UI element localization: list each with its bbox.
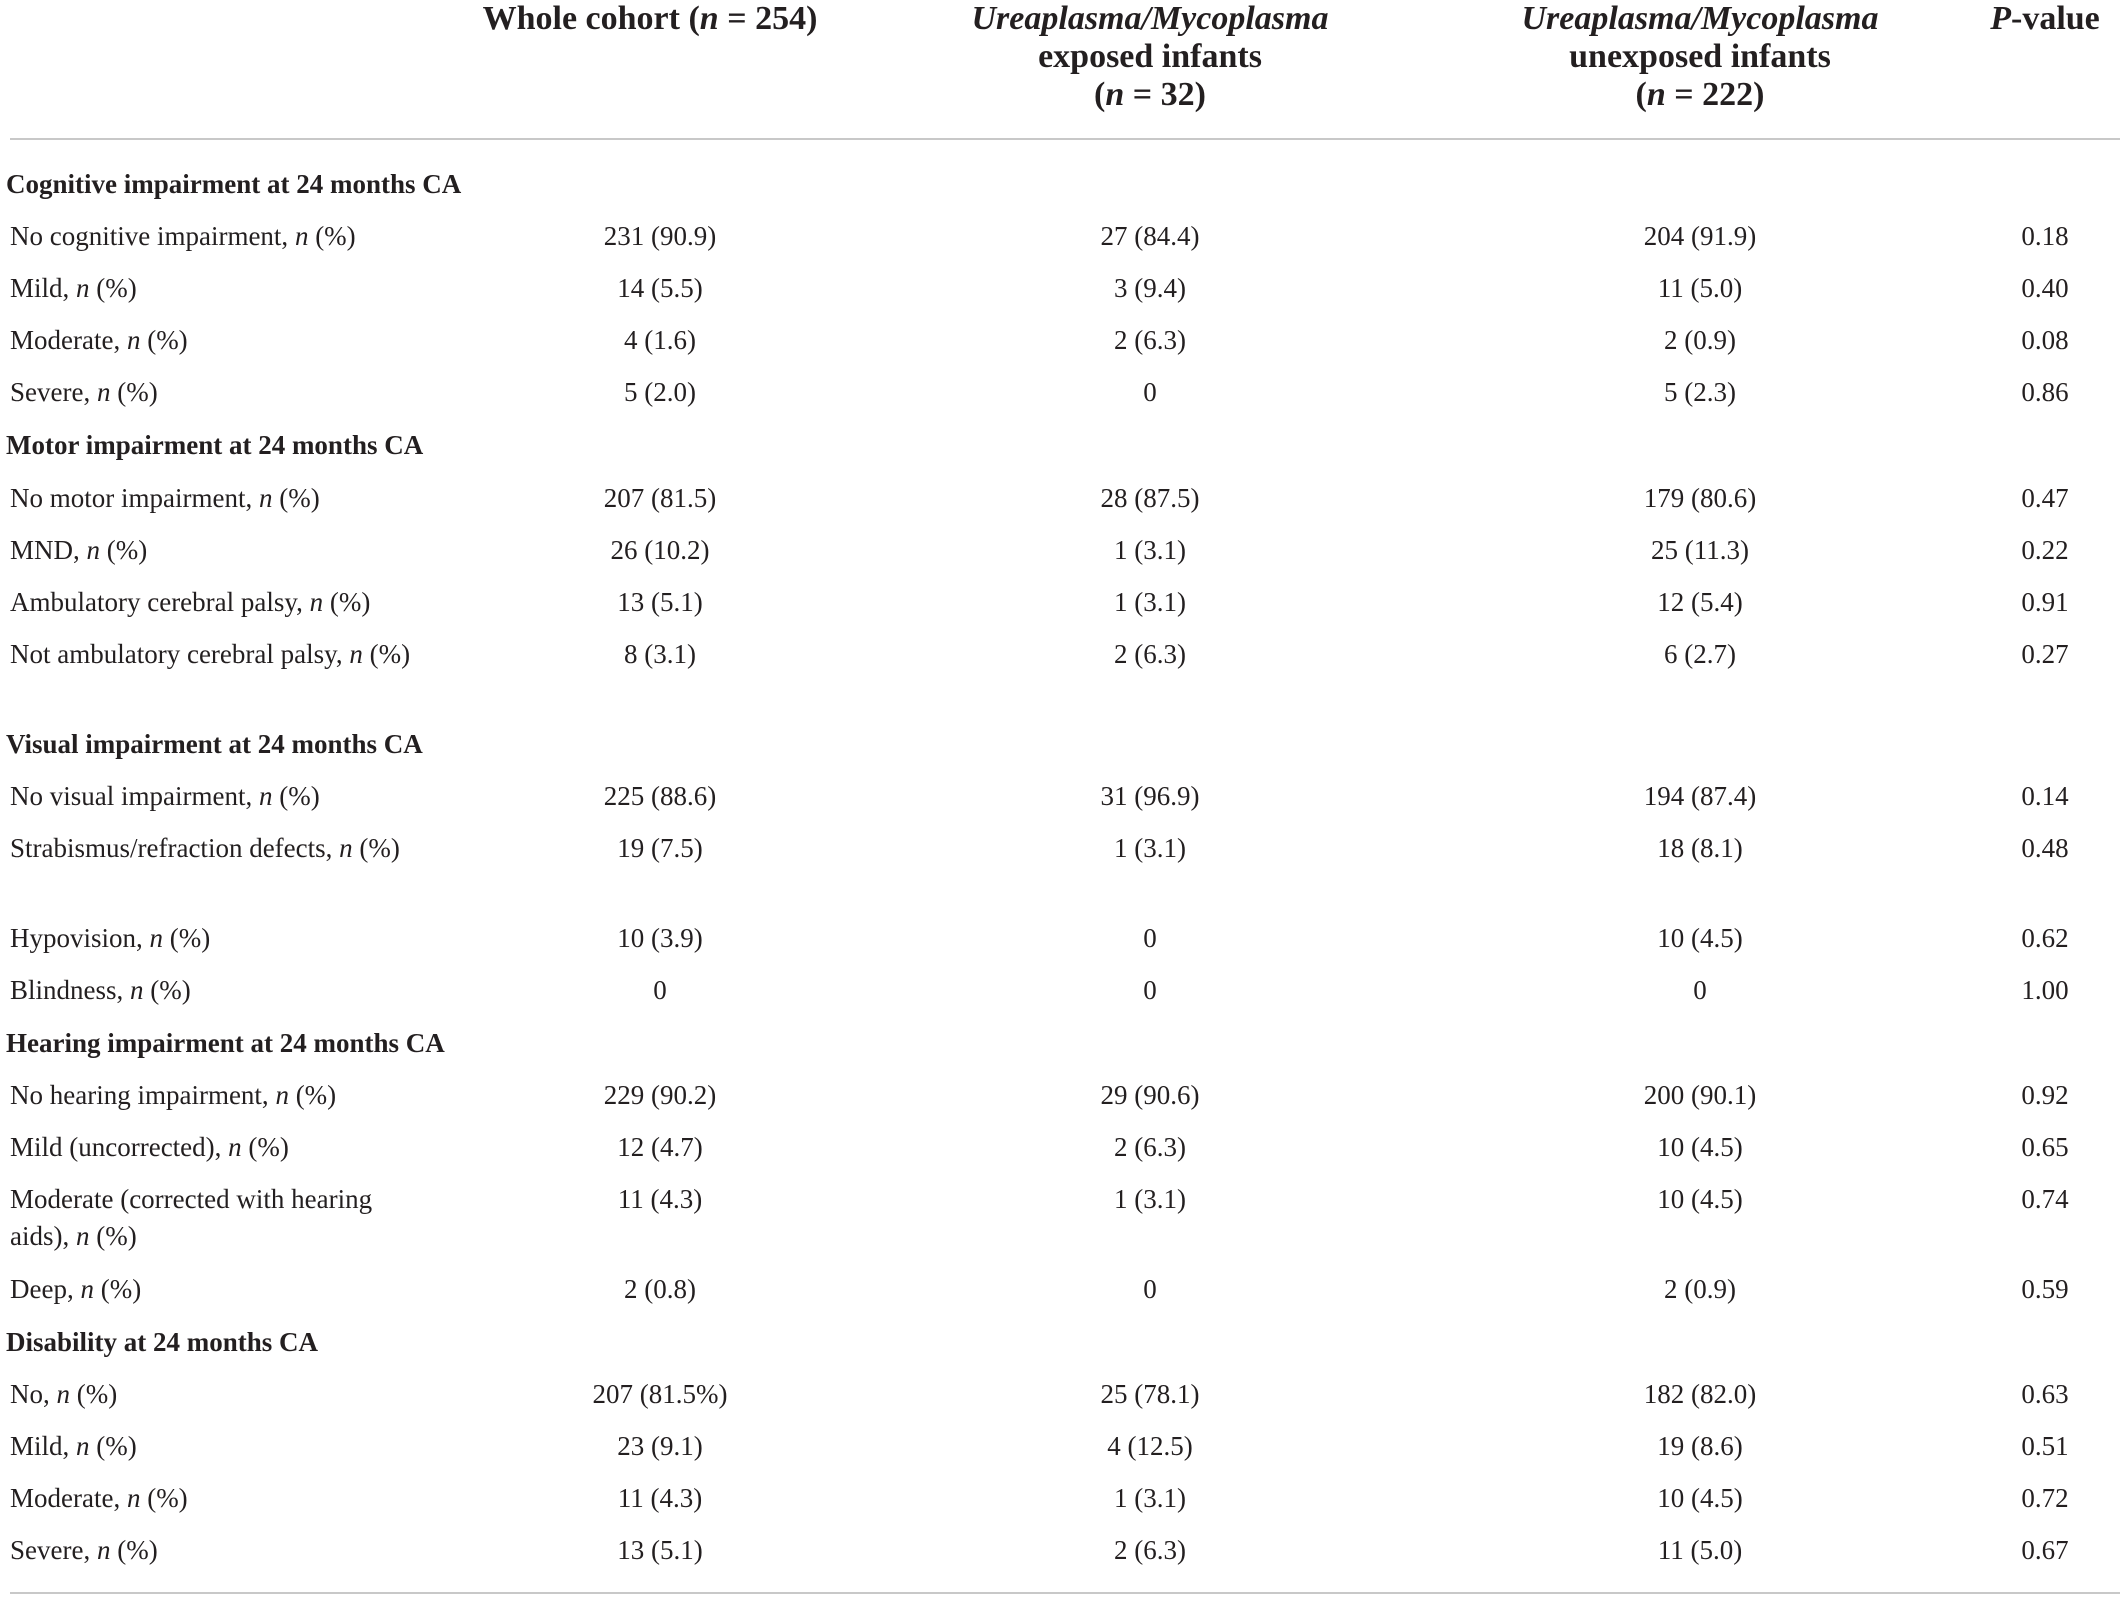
p-value: 0.48 <box>2021 833 2069 863</box>
whole-cohort-value: 11 (4.3) <box>617 1483 703 1513</box>
p-value: 0.14 <box>2021 781 2069 811</box>
exposed-value: 1 (3.1) <box>1114 833 1186 863</box>
p-value: 1.00 <box>2021 975 2069 1005</box>
unexposed-value: 2 (0.9) <box>1664 325 1736 355</box>
exposed-value: 2 (6.3) <box>1114 639 1186 669</box>
row-label: No motor impairment, n (%) <box>10 483 320 513</box>
exposed-value: 27 (84.4) <box>1100 221 1200 251</box>
row-label: Hypovision, n (%) <box>10 923 211 953</box>
unexposed-value: 10 (4.5) <box>1657 1132 1743 1162</box>
unexposed-value: 25 (11.3) <box>1651 535 1749 565</box>
row-label: No, n (%) <box>10 1379 118 1409</box>
unexposed-value: 10 (4.5) <box>1657 923 1743 953</box>
whole-cohort-value: 12 (4.7) <box>617 1132 703 1162</box>
p-value: 0.27 <box>2021 639 2069 669</box>
p-value: 0.74 <box>2021 1184 2069 1214</box>
unexposed-value: 18 (8.1) <box>1657 833 1743 863</box>
row-label: Mild (uncorrected), n (%) <box>10 1132 289 1162</box>
unexposed-value: 5 (2.3) <box>1664 377 1736 407</box>
unexposed-value: 11 (5.0) <box>1657 273 1743 303</box>
row-label: Not ambulatory cerebral palsy, n (%) <box>10 639 411 669</box>
p-value: 0.63 <box>2021 1379 2069 1409</box>
row-label: Mild, n (%) <box>10 1431 137 1461</box>
whole-cohort-value: 26 (10.2) <box>610 535 710 565</box>
exposed-value: 25 (78.1) <box>1100 1379 1200 1409</box>
unexposed-value: 2 (0.9) <box>1664 1274 1736 1304</box>
p-value: 0.86 <box>2021 377 2069 407</box>
whole-cohort-value: 225 (88.6) <box>603 781 717 811</box>
row-label: No visual impairment, n (%) <box>10 781 320 811</box>
exposed-value: 29 (90.6) <box>1100 1080 1200 1110</box>
unexposed-value: 11 (5.0) <box>1657 1535 1743 1565</box>
whole-cohort-value: 10 (3.9) <box>617 923 703 953</box>
whole-cohort-value: 19 (7.5) <box>617 833 703 863</box>
exposed-value: 2 (6.3) <box>1114 1132 1186 1162</box>
p-value: 0.18 <box>2021 221 2069 251</box>
unexposed-value: 0 <box>1693 975 1707 1005</box>
header-whole-cohort: Whole cohort (n = 254) <box>482 0 818 37</box>
whole-cohort-value: 0 <box>653 975 667 1005</box>
row-label: Ambulatory cerebral palsy, n (%) <box>10 587 371 617</box>
p-value: 0.08 <box>2021 325 2069 355</box>
row-label: Severe, n (%) <box>10 377 158 407</box>
header-exposed: Ureaplasma/Mycoplasma exposed infants (n = 32) <box>971 0 1329 113</box>
exposed-value: 2 (6.3) <box>1114 1535 1186 1565</box>
unexposed-value: 6 (2.7) <box>1664 639 1736 669</box>
p-value: 0.62 <box>2021 923 2069 953</box>
row-label: Blindness, n (%) <box>10 975 191 1005</box>
whole-cohort-value: 13 (5.1) <box>617 587 703 617</box>
unexposed-value: 200 (90.1) <box>1643 1080 1757 1110</box>
p-value: 0.22 <box>2021 535 2069 565</box>
p-value: 0.47 <box>2021 483 2069 513</box>
whole-cohort-value: 2 (0.8) <box>624 1274 696 1304</box>
whole-cohort-value: 23 (9.1) <box>617 1431 703 1461</box>
row-label: Strabismus/refraction defects, n (%) <box>10 833 400 863</box>
row-label: Deep, n (%) <box>10 1274 142 1304</box>
row-label: Moderate, n (%) <box>10 325 188 355</box>
p-value: 0.51 <box>2021 1431 2069 1461</box>
p-value: 0.65 <box>2021 1132 2069 1162</box>
row-label: No hearing impairment, n (%) <box>10 1080 337 1110</box>
unexposed-value: 179 (80.6) <box>1643 483 1757 513</box>
exposed-value: 28 (87.5) <box>1100 483 1200 513</box>
whole-cohort-value: 207 (81.5%) <box>592 1379 728 1409</box>
p-value: 0.40 <box>2021 273 2069 303</box>
unexposed-value: 194 (87.4) <box>1643 781 1757 811</box>
exposed-value: 0 <box>1143 975 1157 1005</box>
whole-cohort-value: 14 (5.5) <box>617 273 703 303</box>
whole-cohort-value: 207 (81.5) <box>603 483 717 513</box>
exposed-value: 2 (6.3) <box>1114 325 1186 355</box>
whole-cohort-value: 5 (2.0) <box>624 377 696 407</box>
exposed-value: 1 (3.1) <box>1114 587 1186 617</box>
exposed-value: 1 (3.1) <box>1114 1483 1186 1513</box>
unexposed-value: 19 (8.6) <box>1657 1431 1743 1461</box>
whole-cohort-value: 229 (90.2) <box>603 1080 717 1110</box>
p-value: 0.91 <box>2021 587 2069 617</box>
header-p-value: P-value <box>1990 0 2100 37</box>
unexposed-value: 10 (4.5) <box>1657 1184 1743 1214</box>
table-bottom-divider <box>10 1592 2120 1594</box>
exposed-value: 1 (3.1) <box>1114 535 1186 565</box>
exposed-value: 31 (96.9) <box>1100 781 1200 811</box>
whole-cohort-value: 8 (3.1) <box>624 639 696 669</box>
p-value: 0.92 <box>2021 1080 2069 1110</box>
row-label: Moderate (corrected with hearing aids), n (%) <box>10 1184 373 1251</box>
row-label: Moderate, n (%) <box>10 1483 188 1513</box>
row-label: MND, n (%) <box>10 535 148 565</box>
whole-cohort-value: 11 (4.3) <box>617 1184 703 1214</box>
row-label: Severe, n (%) <box>10 1535 158 1565</box>
exposed-value: 4 (12.5) <box>1107 1431 1193 1461</box>
row-label: Mild, n (%) <box>10 273 137 303</box>
p-value: 0.59 <box>2021 1274 2069 1304</box>
exposed-value: 0 <box>1143 1274 1157 1304</box>
exposed-value: 0 <box>1143 923 1157 953</box>
unexposed-value: 12 (5.4) <box>1657 587 1743 617</box>
exposed-value: 0 <box>1143 377 1157 407</box>
header-unexposed: Ureaplasma/Mycoplasma unexposed infants (n = 222) <box>1521 0 1879 113</box>
p-value: 0.67 <box>2021 1535 2069 1565</box>
p-value: 0.72 <box>2021 1483 2069 1513</box>
header-divider <box>10 138 2120 140</box>
whole-cohort-value: 231 (90.9) <box>603 221 717 251</box>
row-label: No cognitive impairment, n (%) <box>10 221 356 251</box>
unexposed-value: 182 (82.0) <box>1643 1379 1757 1409</box>
unexposed-value: 10 (4.5) <box>1657 1483 1743 1513</box>
exposed-value: 1 (3.1) <box>1114 1184 1186 1214</box>
whole-cohort-value: 4 (1.6) <box>624 325 696 355</box>
exposed-value: 3 (9.4) <box>1114 273 1186 303</box>
unexposed-value: 204 (91.9) <box>1643 221 1757 251</box>
whole-cohort-value: 13 (5.1) <box>617 1535 703 1565</box>
